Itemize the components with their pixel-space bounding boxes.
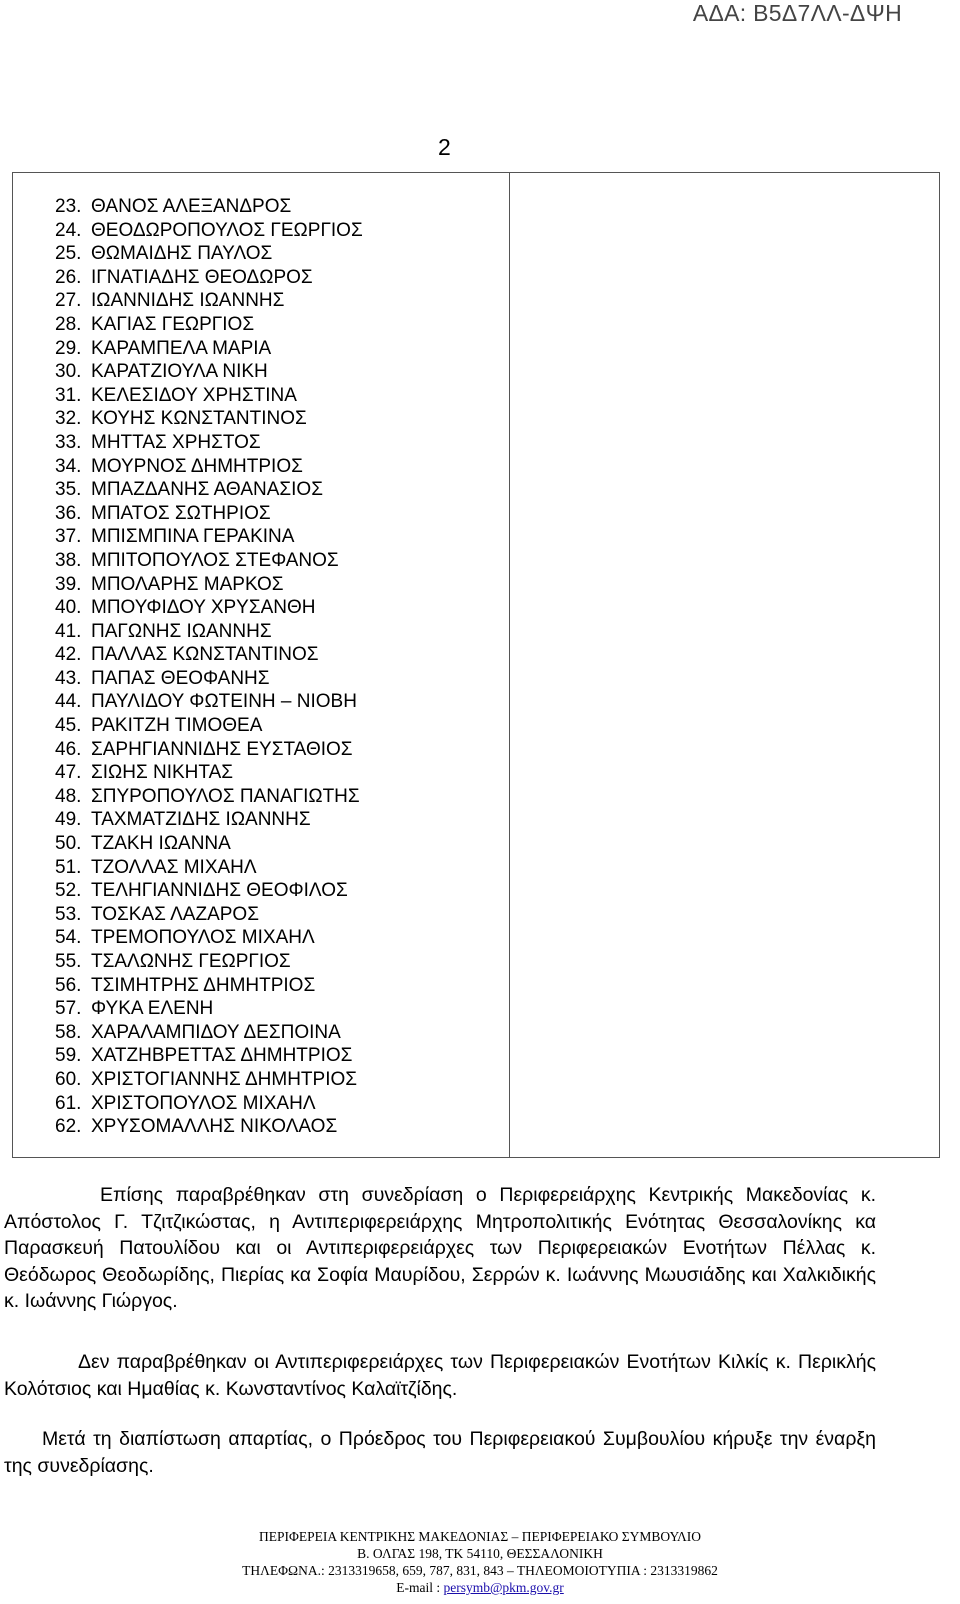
member-number: 27. <box>55 290 82 312</box>
member-name: ΜΠΙΣΜΠΙΝΑ ΓΕΡΑΚΙΝΑ <box>91 526 295 548</box>
page-number: 2 <box>438 134 451 160</box>
member-item <box>55 761 363 785</box>
footer-address: Β. ΟΛΓΑΣ 198, ΤΚ 54110, ΘΕΣΣΑΛΟΝΙΚΗ <box>357 1546 603 1561</box>
member-name: ΜΠΙΤΟΠΟΥΛΟΣ ΣΤΕΦΑΝΟΣ <box>91 549 339 571</box>
member-name: ΚΕΛΕΣΙΔΟΥ ΧΡΗΣΤΙΝΑ <box>91 384 297 406</box>
member-item <box>55 360 363 384</box>
member-number: 46. <box>55 738 82 760</box>
member-item <box>55 1021 363 1045</box>
member-number: 58. <box>55 1021 82 1043</box>
member-name: ΠΑΠΑΣ ΘΕΟΦΑΝΗΣ <box>91 667 270 689</box>
member-name: ΘΕΟΔΩΡΟΠΟΥΛΟΣ ΓΕΩΡΓΙΟΣ <box>91 219 363 241</box>
table-column-divider <box>509 173 510 1157</box>
member-number: 56. <box>55 974 82 996</box>
member-name: ΡΑΚΙΤΖΗ ΤΙΜΟΘΕΑ <box>91 715 263 737</box>
member-name: ΠΑΛΛΑΣ ΚΩΝΣΤΑΝΤΙΝΟΣ <box>91 644 319 666</box>
member-number: 43. <box>55 667 82 689</box>
member-item <box>55 289 363 313</box>
footer-phones: ΤΗΛΕΦΩΝΑ.: 2313319658, 659, 787, 831, 843 – ΤΗΛΕΟΜΟΙΟΤΥΠΙΑ : 2313319862 <box>242 1563 718 1578</box>
member-name: ΣΑΡΗΓΙΑΝΝΙΔΗΣ ΕΥΣΤΑΘΙΟΣ <box>91 738 353 760</box>
member-number: 50. <box>55 833 82 855</box>
member-number: 49. <box>55 809 82 831</box>
member-name: ΤΖΟΛΛΑΣ ΜΙΧΑΗΛ <box>91 856 257 878</box>
member-name: ΤΣΙΜΗΤΡΗΣ ΔΗΜΗΤΡΙΟΣ <box>91 974 316 996</box>
member-number: 53. <box>55 903 82 925</box>
member-number: 28. <box>55 313 82 335</box>
member-item <box>55 950 363 974</box>
member-name: ΤΖΑΚΗ ΙΩΑΝΝΑ <box>91 833 231 855</box>
member-number: 61. <box>55 1092 82 1114</box>
footer-email-label: E-mail : <box>396 1580 444 1595</box>
member-name: ΧΡΙΣΤΟΠΟΥΛΟΣ ΜΙΧΑΗΛ <box>91 1092 316 1114</box>
member-item <box>55 455 363 479</box>
member-item <box>55 573 363 597</box>
member-item <box>55 266 363 290</box>
member-item <box>55 407 363 431</box>
member-number: 31. <box>55 384 82 406</box>
member-item <box>55 1068 363 1092</box>
ada-code: ΑΔΑ: Β5Δ7ΛΛ-ΔΨΗ <box>692 0 902 26</box>
member-name: ΙΓΝΑΤΙΑΔΗΣ ΘΕΟΔΩΡΟΣ <box>91 266 313 288</box>
member-number: 45. <box>55 715 82 737</box>
member-item <box>55 974 363 998</box>
members-table <box>12 172 940 1158</box>
member-name: ΜΠΟΛΑΡΗΣ ΜΑΡΚΟΣ <box>91 573 284 595</box>
member-name: ΤΑΧΜΑΤΖΙΔΗΣ ΙΩΑΝΝΗΣ <box>91 809 311 831</box>
member-number: 47. <box>55 762 82 784</box>
footer-email-line <box>150 1579 810 1596</box>
member-item <box>55 714 363 738</box>
member-number: 38. <box>55 549 82 571</box>
member-number: 48. <box>55 785 82 807</box>
member-name: ΜΠΑΖΔΑΝΗΣ ΑΘΑΝΑΣΙΟΣ <box>91 479 323 501</box>
footer-email-link[interactable]: persymb@pkm.gov.gr <box>443 1580 564 1595</box>
member-number: 25. <box>55 243 82 265</box>
member-item <box>55 620 363 644</box>
member-number: 36. <box>55 502 82 524</box>
attendance-paragraph: Επίσης παραβρέθηκαν στη συνεδρίαση ο Περιφερειάρχης Κεντρικής Μακεδονίας κ. Απόστολος Γ. Τζιτζικώστας, η Αντιπεριφερειάρχης Μητροπολιτικής Ενότητας Θεσσαλονίκης κα Παρασκευή Πατουλίδου και οι Αντιπεριφερειάρχες των Περιφερειακών Ενοτήτων Πέλλας κ. Θεόδωρος Θεοδωρίδης, Πιερίας κα Σοφία Μαυρίδου, Σερρών κ. Ιωάννης Μωυσιάδης και Χαλκιδικής κ. Ιωάννης Γιώργος. <box>4 1184 876 1312</box>
footer-organization: ΠΕΡΙΦΕΡΕΙΑ ΚΕΝΤΡΙΚΗΣ ΜΑΚΕΔΟΝΙΑΣ – ΠΕΡΙΦΕΡΕΙΑΚΟ ΣΥΜΒΟΥΛΙΟ <box>258 1529 702 1544</box>
member-name: ΚΟΥΗΣ ΚΩΝΣΤΑΝΤΙΝΟΣ <box>91 408 307 430</box>
member-item <box>55 832 363 856</box>
member-item <box>55 785 363 809</box>
member-number: 29. <box>55 337 82 359</box>
member-item <box>55 997 363 1021</box>
member-name: ΧΑΤΖΗΒΡΕΤΤΑΣ ΔΗΜΗΤΡΙΟΣ <box>91 1045 353 1067</box>
member-item <box>55 643 363 667</box>
member-name: ΜΟΥΡΝΟΣ ΔΗΜΗΤΡΙΟΣ <box>91 455 303 477</box>
member-item <box>55 903 363 927</box>
member-item <box>55 549 363 573</box>
member-number: 57. <box>55 998 82 1020</box>
member-item <box>55 219 363 243</box>
member-name: ΤΣΑΛΩΝΗΣ ΓΕΩΡΓΙΟΣ <box>91 951 291 972</box>
member-item <box>55 926 363 950</box>
member-name: ΙΩΑΝΝΙΔΗΣ ΙΩΑΝΝΗΣ <box>91 290 285 312</box>
member-name: ΚΑΓΙΑΣ ΓΕΩΡΓΙΟΣ <box>91 313 255 335</box>
member-item <box>55 1092 363 1116</box>
member-number: 62. <box>55 1116 82 1138</box>
member-item <box>55 690 363 714</box>
member-item <box>55 1044 363 1068</box>
member-item <box>55 195 363 219</box>
member-number: 35. <box>55 479 82 501</box>
member-number: 39. <box>55 573 82 595</box>
member-name: ΘΩΜΑΙΔΗΣ ΠΑΥΛΟΣ <box>91 243 273 265</box>
member-number: 33. <box>55 431 82 453</box>
member-number: 59. <box>55 1045 82 1067</box>
member-number: 34. <box>55 455 82 477</box>
member-name: ΠΑΥΛΙΔΟΥ ΦΩΤΕΙΝΗ – ΝΙΟΒΗ <box>91 691 357 713</box>
member-item <box>55 337 363 361</box>
member-number: 60. <box>55 1068 82 1090</box>
absence-paragraph: Δεν παραβρέθηκαν οι Αντιπεριφερειάρχες των Περιφερειακών Ενοτήτων Κιλκίς κ. Περικλής Κολότσιος και Ημαθίας κ. Κωνσταντίνος Καλαϊτζίδης. <box>4 1351 876 1400</box>
member-number: 51. <box>55 856 82 878</box>
member-name: ΚΑΡΑΤΖΙΟΥΛΑ ΝΙΚΗ <box>91 361 268 383</box>
member-item <box>55 738 363 762</box>
member-item <box>55 1115 363 1139</box>
member-number: 40. <box>55 597 82 619</box>
member-item <box>55 313 363 337</box>
member-number: 23. <box>55 196 82 217</box>
member-item <box>55 502 363 526</box>
member-item <box>55 856 363 880</box>
member-name: ΧΡΥΣΟΜΑΛΛΗΣ ΝΙΚΟΛΑΟΣ <box>91 1116 338 1138</box>
member-number: 32. <box>55 408 82 430</box>
member-number: 55. <box>55 951 82 972</box>
member-number: 24. <box>55 219 82 241</box>
member-name: ΠΑΓΩΝΗΣ ΙΩΑΝΝΗΣ <box>91 620 272 642</box>
quorum-paragraph: Μετά τη διαπίστωση απαρτίας, ο Πρόεδρος του Περιφερειακού Συμβουλίου κήρυξε την έναρξη της συνεδρίασης. <box>4 1428 876 1477</box>
member-name: ΚΑΡΑΜΠΕΛΑ ΜΑΡΙΑ <box>91 337 272 359</box>
page-footer <box>150 1528 810 1596</box>
member-name: ΤΕΛΗΓΙΑΝΝΙΔΗΣ ΘΕΟΦΙΛΟΣ <box>91 880 348 902</box>
member-name: ΜΠΟΥΦΙΔΟΥ ΧΡΥΣΑΝΘΗ <box>91 597 316 619</box>
member-name: ΜΠΑΤΟΣ ΣΩΤΗΡΙΟΣ <box>91 502 271 524</box>
member-item <box>55 667 363 691</box>
member-number: 52. <box>55 880 82 902</box>
member-number: 41. <box>55 620 82 642</box>
member-name: ΧΡΙΣΤΟΓΙΑΝΝΗΣ ΔΗΜΗΤΡΙΟΣ <box>91 1068 358 1090</box>
member-name: ΣΠΥΡΟΠΟΥΛΟΣ ΠΑΝΑΓΙΩΤΗΣ <box>91 785 360 807</box>
member-item <box>55 384 363 408</box>
member-item <box>55 478 363 502</box>
member-item <box>55 431 363 455</box>
members-list <box>55 195 363 1139</box>
member-item <box>55 879 363 903</box>
member-name: ΤΟΣΚΑΣ ΛΑΖΑΡΟΣ <box>91 903 259 925</box>
member-name: ΦΥΚΑ ΕΛΕΝΗ <box>91 998 214 1020</box>
member-number: 37. <box>55 526 82 548</box>
member-name: ΜΗΤΤΑΣ ΧΡΗΣΤΟΣ <box>91 431 261 453</box>
member-item <box>55 242 363 266</box>
member-item <box>55 808 363 832</box>
member-number: 30. <box>55 361 82 383</box>
member-number: 26. <box>55 266 82 288</box>
member-name: ΘΑΝΟΣ ΑΛΕΞΑΝΔΡΟΣ <box>91 196 292 217</box>
member-item <box>55 525 363 549</box>
member-item <box>55 596 363 620</box>
member-name: ΧΑΡΑΛΑΜΠΙΔΟΥ ΔΕΣΠΟΙΝΑ <box>91 1021 341 1043</box>
member-name: ΤΡΕΜΟΠΟΥΛΟΣ ΜΙΧΑΗΛ <box>91 927 315 949</box>
member-name: ΣΙΩΗΣ ΝΙΚΗΤΑΣ <box>91 762 233 784</box>
member-number: 44. <box>55 691 82 713</box>
member-number: 42. <box>55 644 82 666</box>
member-number: 54. <box>55 927 82 949</box>
